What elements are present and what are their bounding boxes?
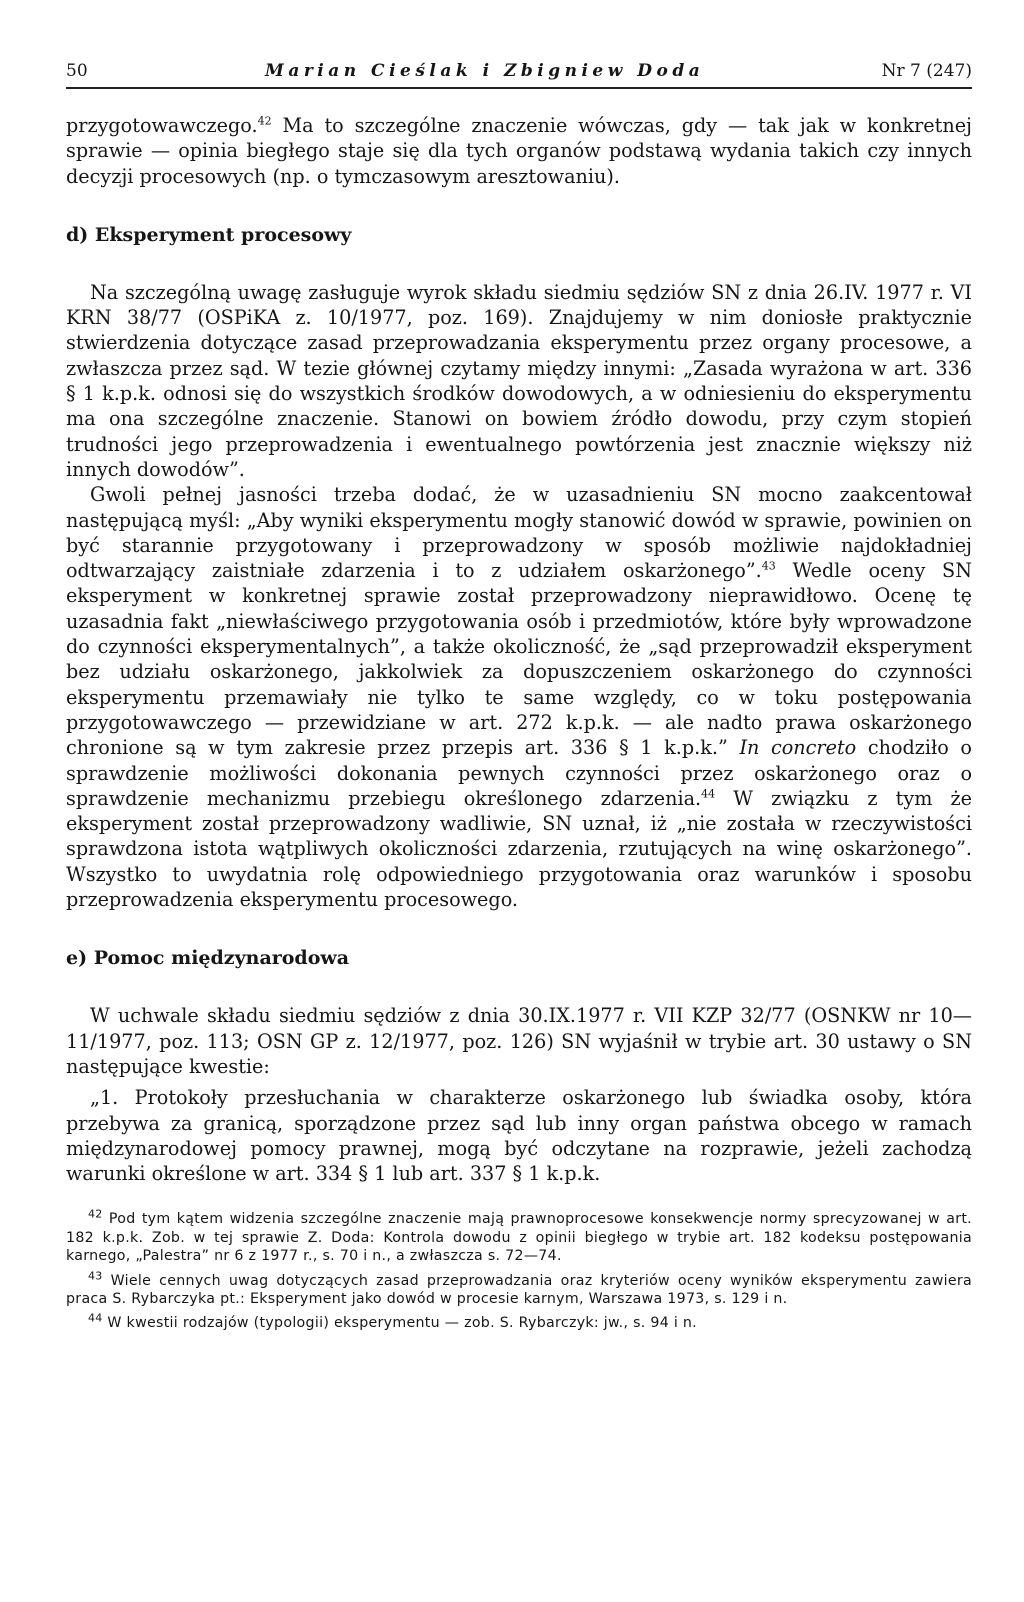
document-page — [66, 60, 972, 1339]
paragraph-eksperyment-2 — [66, 482, 972, 912]
section-heading-pomoc: e) Pomoc międzynarodowa — [66, 947, 350, 970]
issue-number: Nr 7 (247) — [881, 61, 972, 81]
paragraph-text: chodziło o sprawdzenie możliwości dokonania pewnych czynności przez oskarżonego oraz o sprawdzenie mechanizmu przebiegu określonego zdarzenia. — [66, 736, 972, 810]
intro-paragraph — [66, 113, 972, 189]
footnote-ref-42: 42 — [257, 114, 272, 128]
paragraph-text: Gwoli pełnej jasności trzeba dodać, że w uzasadnieniu SN mocno zaakcentował następującą myśl: „Aby wyniki eksperymentu mogły stanowić dowód w sprawie, powinien on być starannie przygotowany i przeprowadzony w sposób możliwie najdokładniej odtwarzający zaistniałe zdarzenia i to z udziałem oskarżonego”. — [66, 483, 972, 583]
footnote-text: W kwestii rodzajów (typologii) eksperymentu — zob. S. Rybarczyk: jw., s. 94 i n. — [102, 1315, 697, 1332]
footnote-text: Pod tym kątem widzenia szczególne znaczenie mają prawnoprocesowe konsekwencje normy sprecyzowanej w art. 182 k.p.k. Zob. w tej sprawie Z. Doda: Kontrola dowodu z opinii biegłego w trybie art. 182 kodeksu postępowania karnego, „Palestra” nr 6 z 1977 r., s. 70 i n., a zwłaszcza s. 72—74. — [66, 1211, 972, 1265]
footnote-number: 43 — [88, 1268, 103, 1282]
footnote-number: 44 — [88, 1311, 103, 1325]
paragraph-text: W związku z tym że eksperyment został przeprowadzony wadliwie, SN uznał, iż „nie została w rzeczywistości sprawdzona istota wątpliwych okoliczności zdarzenia, rzutujących na winę oskarżonego”. Wszystko to uwydatnia rolę odpowiedniego przygotowania oraz warunków i sposobu przeprowadzenia eksperymentu procesowego. — [66, 786, 972, 912]
section-heading-eksperyment: d) Eksperyment procesowy — [66, 223, 352, 246]
running-head-authors: Marian Cieślak i Zbigniew Doda — [265, 61, 705, 81]
paragraph-eksperyment-1: Na szczególną uwagę zasługuje wyrok składu siedmiu sędziów SN z dnia 26.IV. 1977 r. VI KRN 38/77 (OSPiKA z. 10/1977, poz. 169). Znajdujemy w nim doniosłe praktycznie stwierdzenia dotyczące zasad przeprowadzania eksperymentu przez organy procesowe, a zwłaszcza przez sąd. W tezie głównej czytamy między innymi: „Zasada wyrażona w art. 336 § 1 k.p.k. odnosi się do wszystkich środków dowodowych, a w odniesieniu do eksperymentu ma ona szczególne znaczenie. Stanowi on bowiem źródło dowodu, przy czym stopień trudności jego przeprowadzenia i ewentualnego powtórzenia jest znacznie większy niż innych dowodów”. — [66, 280, 972, 481]
footnote-ref-43: 43 — [761, 559, 776, 573]
italic-phrase: In concreto — [739, 736, 857, 760]
footnote-text: Wiele cennych uwag dotyczących zasad przeprowadzania oraz kryteriów oceny wyników eksperymentu zawiera praca S. Rybarczyka pt.: Eksperyment jako dowód w procesie karnym, Warszawa 1973, s. 129 i n. — [66, 1272, 972, 1308]
footnote-ref-44: 44 — [701, 787, 716, 801]
paragraph-pomoc-2: „1. Protokoły przesłuchania w charakterze oskarżonego lub świadka osoby, która przebywa za granicą, sporządzone przez sąd lub inny organ państwa obcego w ramach międzynarodowej pomocy prawnej, mogą być odczytane na rozprawie, jeżeli zachodzą warunki określone w art. 334 § 1 lub art. 337 § 1 k.p.k. — [66, 1086, 972, 1186]
page-number: 50 — [66, 61, 88, 81]
paragraph-text: Wedle oceny SN eksperyment w konkretnej sprawie został przeprowadzony nieprawidłowo. Ocenę tę uzasadnia fakt „niewłaściwego przygotowania osób i przedmiotów, które były wprowadzone do czynności eksperymentalnych”, a także okoliczność, że „sąd przeprowadził eksperyment bez udziału oskarżonego, jakkolwiek za dopuszczeniem oskarżonego do czynności eksperymentu przemawiały nie tylko te same względy, co w toku postępowania przygotowawczego — przewidziane w art. 272 k.p.k. — ale nadto prawa oskarżonego chronione są w tym zakresie przez przepis art. 336 § 1 k.p.k.” — [66, 559, 972, 760]
footnotes — [66, 1207, 972, 1332]
footnote-44 — [66, 1311, 972, 1332]
footnote-42 — [66, 1207, 972, 1265]
paragraph-pomoc-1: W uchwale składu siedmiu sędziów z dnia 30.IX.1977 r. VII KZP 32/77 (OSNKW nr 10—11/1977, poz. 113; OSN GP z. 12/1977, poz. 126) SN wyjaśnił w trybie art. 30 ustawy o SN następujące kwestie: — [66, 1004, 972, 1078]
footnote-43 — [66, 1268, 972, 1309]
intro-text-a: przygotowawczego. — [66, 114, 258, 137]
running-head — [66, 60, 972, 89]
footnote-number: 42 — [88, 1207, 103, 1221]
body-text — [66, 113, 972, 1186]
intro-text-b: Ma to szczególne znaczenie wówczas, gdy — tak jak w konkretnej sprawie — opinia biegłego staje się dla tych organów podstawą wydania takich czy innych decyzji procesowych (np. o tymczasowym aresztowaniu). — [66, 114, 972, 188]
